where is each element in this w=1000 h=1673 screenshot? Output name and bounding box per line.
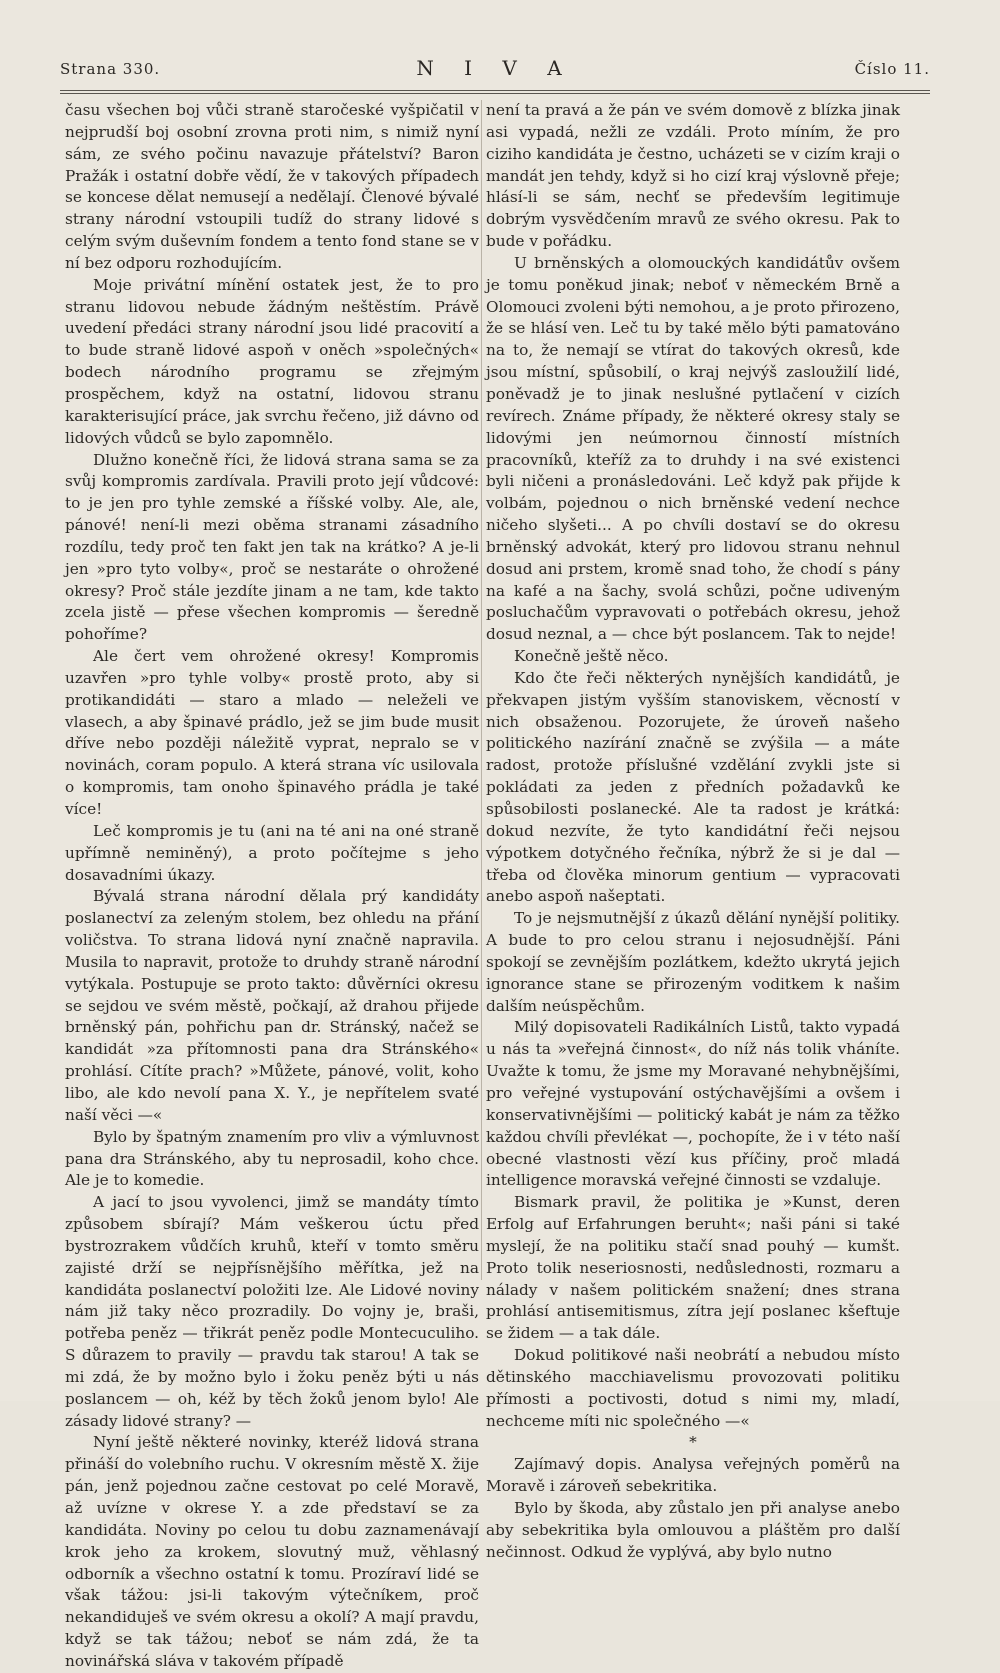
paragraph: času všechen boj vůči straně staročeské vyšpičatil v nejprudší boj osobní zrovna proti nim, s nimiž nyní sám, ze svého počinu navazuje přátelství? Baron Pražák i ostatní dobře vědí, že v takových případech se koncese dělat nemusejí a nedělají. Členové bývalé strany národní vstoupili tudíž do strany lidové s celým svým duševním fondem a tento fond stane se v ní bez odporu rozhodujícím. (65, 101, 479, 272)
column-divider (481, 100, 482, 1280)
paragraph: Dlužno konečně říci, že lidová strana sama se za svůj kompromis zardívala. Pravili proto její vůdcové: to je jen pro tyhle zemské a říšské volby. Ale, ale, pánové! není-li mezi oběma stranami zásadního rozdílu, tedy proč ten fakt jen tak na krátko? A je-li jen »pro tyto volby«, proč se nestaráte o ohrožené okresy? Proč stále jezdíte jinam a ne tam, kde takto zcela jistě — přese všechen kompromis — šeredně pohoříme? (65, 450, 479, 644)
paragraph: Ale čert vem ohrožené okresy! Kompromis uzavřen »pro tyhle volby« prostě proto, aby si protikandidáti — staro a mlado — neleželi ve vlasech, a aby špinavé prádlo, jež se jim bude musit dříve nebo později náležitě vyprat, nepralo se v novinách, coram populo. A která strana víc usilovala o kompromis, tam onoho špinavého prádla je také více! (65, 647, 479, 818)
paragraph: U brněnských a olomouckých kandidátův ovšem je tomu poněkud jinak; neboť v německém Brně a Olomouci zvoleni býti nemohou, a je proto přirozeno, že se hlásí ven. Leč tu by také mělo býti pamatováno na to, že nemají se vtírat do takových okresů, kde jsou místní, spůsobilí, o kraj nejvýš zasloužilí lidé, poněvadž je to jinak neslušné pytlačení v cizích revírech. Známe případy, že některé okresy staly se lidovými jen neúmornou činností místních pracovníků, kteříž za to druhdy i na své existenci byli ničeni a pronásledováni. Leč když pak přijde k volbám, pojednou o nich brněnské vedení nechce ničeho slyšeti... A po chvíli dostaví se do okresu brněnský advokát, který pro lidovou stranu nehnul dosud ani prstem, kromě snad toho, že chodí s pány na kafé a na šachy, svolá schůzi, počne udiveným posluchačům vypravovati o potřebách okresu, jehož dosud neznal, a — chce být poslancem. Tak to nejde! (486, 253, 900, 644)
paragraph: Nyní ještě některé novinky, kteréž lidová strana přináší do volebního ruchu. V okresním městě X. žije pán, jenž pojednou začne cestovat po celé Moravě, až uvízne v okrese Y. a zde představí se za kandidáta. Noviny po celou tu dobu zaznamenávají krok jeho za krokem, slovutný muž, věhlasný odborník a všechno ostatní k tomu. Prozíraví lidé se však tážou: jsi-li takovým výtečníkem, proč nekandiduješ ve svém okresu a okolí? A mají pravdu, když se tak tážou; neboť se nám zdá, že ta novinářská sláva v takovém případě (65, 1433, 479, 1670)
paragraph: Bismark pravil, že politika je »Kunst, deren Erfolg auf Erfahrungen beruht«; naši páni si také myslejí, že na politiku stačí snad pouhý — kumšt. Proto tolik neseriosnosti, nedůslednosti, rozmaru a nálady v našem politickém snažení; dnes strana prohlásí antisemitismus, zítra její poslanec kšeftuje se židem — a tak dále. (486, 1193, 900, 1343)
left-column (65, 100, 479, 1673)
paragraph: není ta pravá a že pán ve svém domově z blízka jinak asi vypadá, nežli ze vzdáli. Proto míním, že pro ciziho kandidáta je čestno, ucházeti se v cizím kraji o mandát jen tehdy, když si ho cizí kraj výslovně přeje; hlásí-li se sám, nechť se především legitimuje dobrým vysvědčením mravů ze svého okresu. Pak to bude v pořádku. (486, 101, 900, 251)
paragraph: Bylo by špatným znamením pro vliv a výmluvnost pana dra Stránského, aby tu neprosadil, koho chce. Ale je to komedie. (65, 1127, 479, 1190)
section-separator-asterisk: * (689, 1433, 697, 1452)
paragraph: Dokud politikové naši neobrátí a nebudou místo dětinského macchiavelismu provozovati politiku přímosti a poctivosti, dotud s nimi my, mladí, nechceme míti nic společného —« (486, 1346, 900, 1430)
paragraph: Leč kompromis je tu (ani na té ani na oné straně upřímně neminěný), a proto počítejme s jeho dosavadními úkazy. (65, 821, 479, 884)
paragraph: To je nejsmutnější z úkazů dělání nynější politiky. A bude to pro celou stranu i nejosudnější. Páni spokojí se zevnějším pozlátkem, kdežto ukrytá jejich ignorance stane se přirozeným voditkem k našim dalším neúspěchům. (486, 909, 900, 1015)
masthead-title: N I V A (416, 56, 574, 80)
paragraph: Milý dopisovateli Radikálních Listů, takto vypadá u nás ta »veřejná činnost«, do níž nás tolik vháníte. Uvažte k tomu, že jsme my Moravané nehybnějšími, pro veřejné vystupování ostýchavějšími a ovšem i konservativnějšími — politický kabát je nám za těžko každou chvíli převlékat —, pochopíte, že i v této naší obecné vlastnosti vězí kus příčiny, proč mladá intelligence moravská veřejné činnosti se vzdaluje. (486, 1018, 900, 1190)
paragraph: Bylo by škoda, aby zůstalo jen při analyse anebo aby sebekritika byla omlouvou a pláštěm pro další nečinnost. Odkud že vyplývá, aby bylo nutno (486, 1499, 900, 1561)
paragraph: Moje privátní mínění ostatek jest, že to pro stranu lidovou nebude žádným neštěstím. Právě uvedení předáci strany národní jsou lidé pracovití a to bude straně lidové aspoň v oněch »společných« bodech národního programu se zřejmým prospěchem, když na ostatní, lidovou stranu karakterisující práce, jak svrchu řečeno, již dávno od lidových vůdců se bylo zapomnělo. (65, 275, 479, 447)
paragraph: Kdo čte řeči některých nynějších kandidátů, je překvapen jistým vyšším stanoviskem, věcností v nich obsaženou. Pozorujete, že úroveň našeho politického nazírání značně se zvýšila — a máte radost, protože příslušné vzdělání zvykli jste si pokládati za jeden z předních požadavků ke spůsobilosti poslanecké. Ale ta radost je krátká: dokud nezvíte, že tyto kandidátní řeči nejsou výpotkem dotyčného řečníka, nýbrž že si je dal — třeba od člověka minorum gentium — vypracovati anebo aspoň našeptati. (486, 668, 900, 906)
right-column (486, 100, 900, 1564)
issue-number: Číslo 11. (854, 60, 930, 78)
paragraph: A jací to jsou vyvolenci, jimž se mandáty tímto způsobem sbírají? Mám veškerou úctu před bystrozrakem vůdčích kruhů, kteří v tomto směru zajisté drží se nejpřísnějšího měřítka, jež na kandidáta poslanectví položiti lze. Ale Lidové noviny nám již taky něco prozradily. Do vojny je, braši, potřeba peněz — třikrát peněz podle Montecuculiho. S důrazem to pravily — pravdu tak starou! A tak se mi zdá, že by možno bylo i žoku peněz býti u nás poslancem — oh, kéž by těch žoků jenom bylo! Ale zásady lidové strany? — (65, 1193, 479, 1430)
page-number: Strana 330. (60, 60, 161, 78)
header-rule (60, 90, 930, 94)
paragraph: Konečně ještě něco. (514, 647, 669, 666)
page-header (60, 56, 930, 84)
paragraph: Bývalá strana národní dělala prý kandidáty poslanectví za zeleným stolem, bez ohledu na přání voličstva. To strana lidová nyní značně napravila. Musila to napravit, protože to druhdy straně národní vytýkala. Postupuje se proto takto: důvěrníci okresu se sejdou ve svém městě, počkají, až drahou přijede brněnský pán, pohřichu pan dr. Stránský, načež se kandidát »za přítomnosti pana dra Stránského« prohlásí. Cítíte prach? »Můžete, pánové, volit, koho libo, ale kdo nevolí pana X. Y., je nepřítelem svaté naší věci —« (65, 887, 479, 1124)
paragraph: Zajímavý dopis. Analysa veřejných poměrů na Moravě i zároveň sebekritika. (486, 1455, 900, 1496)
